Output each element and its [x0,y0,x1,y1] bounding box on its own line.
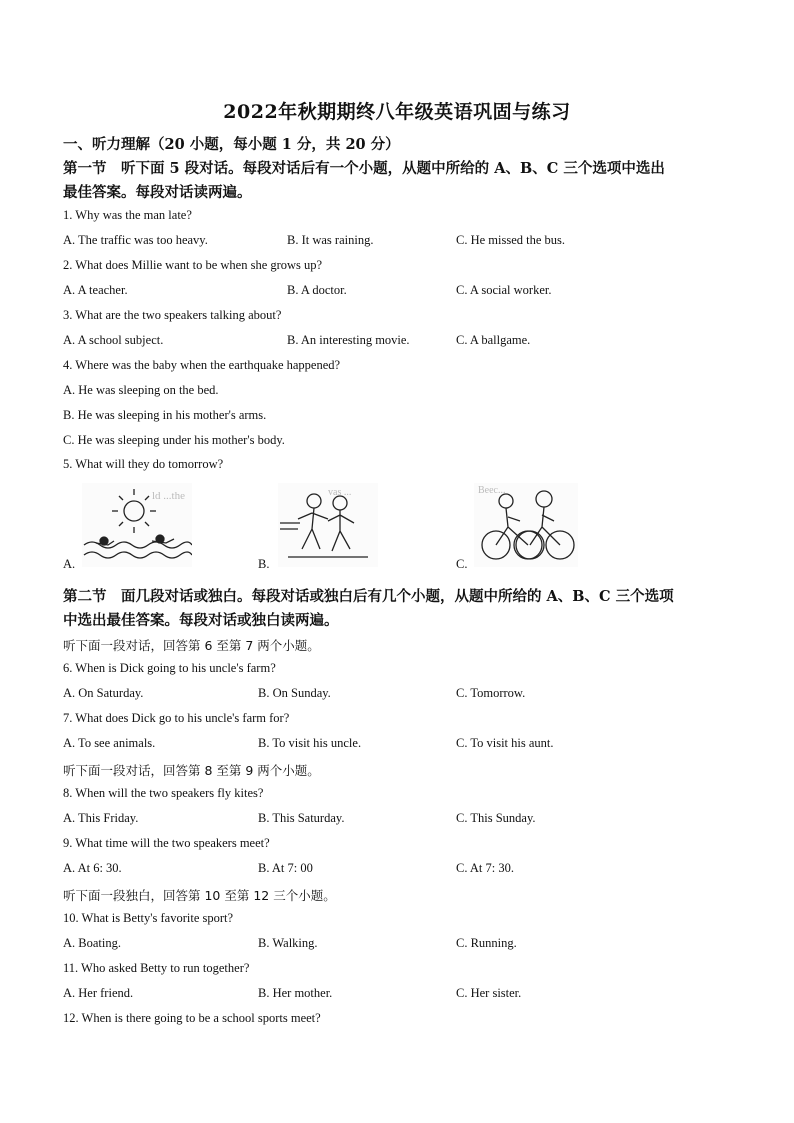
q6-option-b[interactable]: B. On Sunday. [258,686,331,700]
question-9: 9. What time will the two speakers meet? [63,836,270,850]
q10-option-b[interactable]: B. Walking. [258,936,318,950]
q2-option-a[interactable]: A. A teacher. [63,283,128,297]
swimming-picture[interactable] [82,483,192,567]
q8-option-a[interactable]: A. This Friday. [63,811,139,825]
svg-text:ld ...the: ld ...the [152,490,185,502]
q4-option-a[interactable]: A. He was sleeping on the bed. [63,383,219,397]
q10-option-c[interactable]: C. Running. [456,936,517,950]
question-8: 8. When will the two speakers fly kites? [63,786,264,800]
skating-picture[interactable] [278,483,378,567]
q3-option-c[interactable]: C. A ballgame. [456,333,531,347]
q10-option-a[interactable]: A. Boating. [63,936,121,950]
q3-option-a[interactable]: A. A school subject. [63,333,164,347]
q5-option-c-label[interactable]: C. [456,557,468,571]
q9-option-a[interactable]: A. At 6: 30. [63,861,122,875]
q2-option-b[interactable]: B. A doctor. [287,283,347,297]
question-5: 5. What will they do tomorrow? [63,457,224,471]
part1-heading: 一、听力理解（20 小题，每小题 1 分，共 20 分） [63,136,400,153]
question-12: 12. When is there going to be a school sports meet? [63,1011,321,1025]
question-6: 6. When is Dick going to his uncle's farm? [63,661,276,675]
q5-option-a-label[interactable]: A. [63,557,76,571]
q7-option-c[interactable]: C. To visit his aunt. [456,736,554,750]
section2-instruction-line1: 第二节 面几段对话或独白。每段对话或独白后有几个小题，从题中所给的 A、B、C 三个选项 [63,588,674,605]
q11-option-a[interactable]: A. Her friend. [63,986,134,1000]
q7-option-a[interactable]: A. To see animals. [63,736,156,750]
q5-option-b-label[interactable]: B. [258,557,270,571]
q1-option-a[interactable]: A. The traffic was too heavy. [63,233,208,247]
q8-option-c[interactable]: C. This Sunday. [456,811,536,825]
intro-questions-8-9: 听下面一段对话，回答第 8 至第 9 两个小题。 [63,763,320,778]
q1-option-b[interactable]: B. It was raining. [287,233,374,247]
intro-questions-10-12: 听下面一段独白，回答第 10 至第 12 三个小题。 [63,888,336,903]
q1-option-c[interactable]: C. He missed the bus. [456,233,566,247]
question-2: 2. What does Millie want to be when she grows up? [63,258,323,272]
section1-instruction-line2: 最佳答案。每段对话读两遍。 [63,184,252,201]
q11-option-b[interactable]: B. Her mother. [258,986,333,1000]
q2-option-c[interactable]: C. A social worker. [456,283,552,297]
question-4: 4. Where was the baby when the earthquake happened? [63,358,341,372]
q6-option-c[interactable]: C. Tomorrow. [456,686,526,700]
question-11: 11. Who asked Betty to run together? [63,961,250,975]
q4-option-b[interactable]: B. He was sleeping in his mother's arms. [63,408,267,422]
svg-text:Beec...: Beec... [478,485,506,496]
q4-option-c[interactable]: C. He was sleeping under his mother's body. [63,433,285,447]
q8-option-b[interactable]: B. This Saturday. [258,811,345,825]
q7-option-b[interactable]: B. To visit his uncle. [258,736,362,750]
question-7: 7. What does Dick go to his uncle's farm for? [63,711,290,725]
q9-option-b[interactable]: B. At 7: 00 [258,861,313,875]
section2-instruction-line2: 中选出最佳答案。每段对话或独白读两遍。 [63,612,339,629]
question-1: 1. Why was the man late? [63,208,192,222]
q9-option-c[interactable]: C. At 7: 30. [456,861,514,875]
section1-instruction-line1: 第一节 听下面 5 段对话。每段对话后有一个小题，从题中所给的 A、B、C 三个选项中选出 [63,160,665,177]
page-title: 2022年秋期期终八年级英语巩固与练习 [223,101,571,123]
question-10: 10. What is Betty's favorite sport? [63,911,234,925]
q11-option-c[interactable]: C. Her sister. [456,986,522,1000]
question-3: 3. What are the two speakers talking about? [63,308,282,322]
q3-option-b[interactable]: B. An interesting movie. [287,333,410,347]
intro-questions-6-7: 听下面一段对话，回答第 6 至第 7 两个小题。 [63,638,320,653]
svg-text:vas ...: vas ... [328,487,352,498]
q6-option-a[interactable]: A. On Saturday. [63,686,144,700]
cycling-picture[interactable] [474,483,578,567]
